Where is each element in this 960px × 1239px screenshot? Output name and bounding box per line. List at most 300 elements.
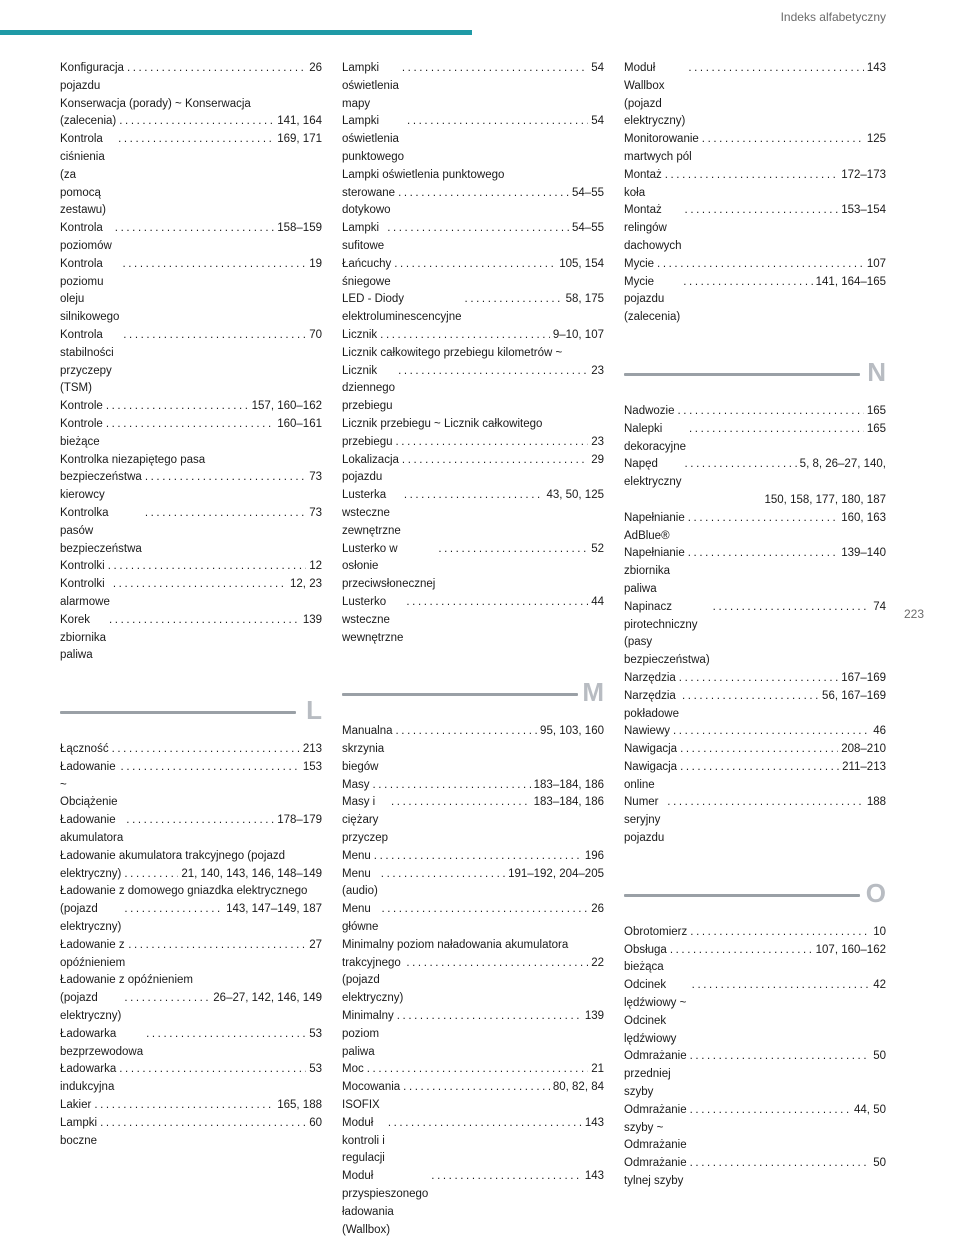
- entry-term: Mocowania ISOFIX: [342, 1081, 401, 1112]
- entry-term: Ładowanie akumulatora: [60, 814, 124, 845]
- entry-row: [342, 541, 604, 594]
- entry-row: [342, 1061, 604, 1079]
- entry-row: [342, 1008, 604, 1061]
- entry-row: [624, 274, 886, 327]
- entry-term: Obrotomierz: [624, 925, 688, 938]
- entry-term-continuation: Licznik dziennego przebiegu: [342, 364, 396, 413]
- section-header: [342, 677, 604, 723]
- entry-term: Nadwozie: [624, 404, 675, 417]
- entry-pages: 46: [873, 725, 886, 738]
- entry-pages: 211–213: [842, 760, 886, 773]
- entry-row: [624, 403, 886, 421]
- index-entry[interactable]: [624, 167, 886, 203]
- entry-row: [624, 599, 886, 670]
- index-entry[interactable]: [342, 487, 604, 540]
- entry-pages: 153: [302, 760, 322, 773]
- leader-dots: [118, 131, 274, 149]
- index-entry[interactable]: [624, 794, 886, 847]
- entry-pages: 165: [866, 404, 886, 417]
- index-entry[interactable]: [624, 670, 886, 688]
- entry-row: [60, 60, 322, 96]
- index-entry[interactable]: [624, 545, 886, 598]
- section-divider: [60, 711, 296, 714]
- entry-term: Lusterka wsteczne zewnętrzne: [342, 489, 401, 537]
- entry-pages: 43, 50, 125: [546, 489, 604, 502]
- entry-row: [342, 60, 604, 113]
- index-entry[interactable]: [60, 398, 322, 416]
- entry-pages: 80, 82, 84: [552, 1081, 604, 1094]
- index-entry[interactable]: [342, 327, 604, 345]
- leader-dots: [391, 794, 531, 812]
- index-entry[interactable]: [624, 942, 886, 978]
- entry-term: Manualna skrzynia biegów: [342, 725, 393, 773]
- entry-term: Menu główne: [342, 903, 379, 934]
- entry-row: [60, 131, 322, 220]
- entry-row: [342, 487, 604, 540]
- entry-term-continuation: bezpieczeństwa kierowcy: [60, 471, 142, 502]
- index-entry[interactable]: [60, 759, 322, 812]
- entry-term: Montaż koła: [624, 168, 662, 199]
- entry-row: [624, 167, 886, 203]
- entry-row: [624, 723, 886, 741]
- entry-term: Kontrolki: [60, 560, 105, 573]
- index-entry[interactable]: [624, 202, 886, 255]
- entry-pages: 70: [309, 328, 322, 341]
- leader-dots: [113, 576, 287, 594]
- index-entry[interactable]: [60, 883, 322, 936]
- leader-dots: [124, 901, 223, 919]
- entry-pages: 188: [866, 796, 886, 809]
- entry-pages: 196: [584, 849, 604, 862]
- index-entry[interactable]: [342, 256, 604, 292]
- index-column-1: [60, 60, 322, 1150]
- leader-dots: [127, 60, 306, 78]
- entry-row: [342, 901, 604, 937]
- entry-pages: 26–27, 142, 146, 149: [213, 992, 322, 1005]
- entry-row: [342, 777, 604, 795]
- leader-dots: [657, 256, 864, 274]
- entry-term: Menu: [342, 849, 371, 862]
- entry-pages: 125: [866, 133, 886, 146]
- entry-pages: 12, 23: [290, 578, 322, 591]
- entry-term: Narzędzia: [624, 671, 676, 684]
- leader-dots: [119, 1061, 306, 1079]
- leader-dots: [692, 977, 871, 995]
- entry-row: [60, 505, 322, 558]
- entry-pages: 178–179: [277, 814, 322, 827]
- index-entry[interactable]: [342, 866, 604, 902]
- leader-dots: [396, 434, 589, 452]
- index-entry[interactable]: [624, 688, 886, 724]
- entry-term: Ładowanie ~ Obciążenie: [60, 760, 118, 809]
- leader-dots: [404, 487, 544, 505]
- leader-dots: [683, 274, 812, 292]
- entry-term: Numer seryjny pojazdu: [624, 796, 665, 845]
- index-entry[interactable]: [60, 1061, 322, 1097]
- entry-row: [624, 794, 886, 847]
- entry-term: Licznik przebiegu ~ Licznik całkowitego: [342, 417, 543, 430]
- entry-pages-continuation: 150, 158, 177, 180, 187: [764, 493, 886, 506]
- page-header-title: Indeks alfabetyczny: [780, 10, 886, 24]
- entry-row: [342, 1168, 604, 1239]
- entry-term: Lampki oświetlenia mapy: [342, 62, 399, 110]
- index-entry[interactable]: [60, 741, 322, 759]
- entry-term: Napęd elektryczny: [624, 458, 682, 489]
- index-entry[interactable]: [624, 924, 886, 942]
- entry-term: Moc: [342, 1063, 364, 1076]
- leader-dots: [388, 1115, 582, 1133]
- entry-term: Odmrażanie przedniej szyby: [624, 1050, 687, 1099]
- entry-pages: 53: [309, 1027, 322, 1040]
- leader-dots: [372, 777, 530, 795]
- index-entry[interactable]: [624, 1155, 886, 1191]
- leader-dots: [398, 185, 569, 203]
- entry-pages: 56, 167–169: [822, 689, 886, 702]
- entry-row: [60, 558, 322, 576]
- entry-pages: 26: [309, 62, 322, 74]
- section-divider: [342, 693, 578, 696]
- entry-row: [342, 452, 604, 488]
- index-entry[interactable]: [60, 1026, 322, 1062]
- index-entry[interactable]: [624, 403, 886, 421]
- entry-row: [60, 866, 322, 884]
- entry-pages: 58, 175: [565, 293, 604, 306]
- entry-pages: 26: [591, 903, 604, 916]
- entry-row: [624, 759, 886, 795]
- leader-dots: [688, 510, 838, 528]
- entry-pages: 157, 160–162: [251, 400, 322, 413]
- entry-pages: 44, 50: [854, 1103, 886, 1116]
- entry-term: Nawiewy: [624, 725, 671, 738]
- page-number: 223: [903, 607, 924, 621]
- entry-pages: 172–173: [841, 168, 886, 181]
- entry-row: [342, 185, 604, 221]
- entry-pages: 54–55: [572, 186, 604, 199]
- entry-term: Ładowanie akumulatora trakcyjnego (pojazd: [60, 849, 286, 862]
- leader-dots: [123, 327, 306, 345]
- entry-term: Mycie pojazdu (zalecenia): [624, 275, 681, 324]
- index-entry[interactable]: [60, 505, 322, 558]
- leader-dots: [94, 1097, 274, 1115]
- entry-row: [60, 1026, 322, 1062]
- index-entry[interactable]: [624, 274, 886, 327]
- entry-term-continuation: (pojazd elektryczny): [60, 992, 122, 1023]
- index-entry[interactable]: [342, 60, 604, 113]
- entry-row: [624, 1048, 886, 1101]
- index-entry[interactable]: [342, 594, 604, 647]
- index-entry[interactable]: [60, 937, 322, 973]
- entry-pages: 183–184, 186: [533, 796, 604, 809]
- leader-dots: [109, 612, 300, 630]
- index-entry[interactable]: [624, 421, 886, 457]
- index-entry[interactable]: [342, 1079, 604, 1115]
- leader-dots: [394, 256, 556, 274]
- index-entry[interactable]: [342, 777, 604, 795]
- entry-pages: 139–140: [841, 547, 886, 560]
- leader-dots: [115, 220, 274, 238]
- index-entry[interactable]: [342, 794, 604, 847]
- leader-dots: [680, 759, 839, 777]
- leader-dots: [124, 866, 178, 884]
- entry-pages: 23: [591, 435, 604, 448]
- entry-row: [342, 256, 604, 292]
- leader-dots: [665, 167, 839, 185]
- entry-row: [624, 1155, 886, 1191]
- leader-dots: [690, 1155, 871, 1173]
- entry-term: Lampki sufitowe: [342, 222, 385, 252]
- index-entry[interactable]: [342, 452, 604, 488]
- leader-dots: [403, 1079, 550, 1097]
- leader-dots: [122, 256, 306, 274]
- section-header: [624, 356, 886, 403]
- entry-row: [342, 363, 604, 416]
- entry-row: [342, 866, 604, 902]
- entry-pages: 95, 103, 160: [540, 725, 604, 738]
- entry-term: Moduł kontroli i regulacji: [342, 1116, 385, 1165]
- leader-dots: [367, 1061, 588, 1079]
- entry-row: [60, 812, 322, 848]
- section-letter: L: [306, 695, 322, 726]
- entry-term: Odmrażanie szyby ~ Odmrażanie: [624, 1103, 687, 1152]
- index-entry[interactable]: [60, 1097, 322, 1115]
- index-entry[interactable]: [342, 937, 604, 1008]
- entry-term: Ładowanie z domowego gniazdka elektrycznego: [60, 885, 308, 898]
- entry-row: [60, 612, 322, 665]
- entry-pages: 44: [591, 595, 604, 608]
- index-entry[interactable]: [60, 220, 322, 256]
- entry-row: [60, 113, 322, 131]
- entry-row: [342, 1115, 604, 1168]
- entry-pages: 21: [591, 1063, 604, 1076]
- entry-pages: 165, 188: [277, 1099, 322, 1112]
- leader-dots: [685, 456, 797, 474]
- index-entry[interactable]: [342, 167, 604, 220]
- entry-row: [342, 327, 604, 345]
- index-entry[interactable]: [60, 96, 322, 132]
- entry-term: Lusterko wsteczne wewnętrzne: [342, 595, 404, 644]
- index-entry[interactable]: [60, 131, 322, 220]
- entry-term: Obsługa bieżąca: [624, 943, 667, 974]
- entry-row: [624, 60, 886, 131]
- entry-pages: 50: [873, 1050, 886, 1063]
- leader-dots: [398, 363, 588, 381]
- index-entry[interactable]: [342, 1061, 604, 1079]
- entry-row: [60, 256, 322, 327]
- index-entry[interactable]: [60, 60, 322, 96]
- entry-pages: 21, 140, 143, 146, 148–149: [181, 867, 322, 880]
- header-accent-bar: [0, 30, 472, 35]
- entry-term: Lusterko w osłonie przeciwsłonecznej: [342, 542, 436, 591]
- leader-dots: [145, 505, 306, 523]
- entry-pages: 60: [309, 1116, 322, 1129]
- entry-term: Kontrole: [60, 400, 103, 413]
- entry-row: [342, 291, 604, 327]
- index-entry[interactable]: [60, 452, 322, 505]
- entry-pages: 19: [309, 257, 322, 270]
- index-entry[interactable]: [624, 759, 886, 795]
- entry-term: Menu (audio): [342, 867, 378, 898]
- index-entry[interactable]: [624, 510, 886, 546]
- entry-term: Masy i ciężary przyczep: [342, 796, 389, 845]
- index-entry[interactable]: [624, 741, 886, 759]
- index-entry[interactable]: [624, 60, 886, 131]
- entry-term: Licznik całkowitego przebiegu kilometrów ~: [342, 346, 563, 359]
- leader-dots: [465, 291, 563, 309]
- index-entry[interactable]: [342, 541, 604, 594]
- index-entry[interactable]: [60, 612, 322, 665]
- leader-dots: [397, 1008, 582, 1026]
- leader-dots: [396, 723, 538, 741]
- index-entry[interactable]: [342, 723, 604, 776]
- entry-pages: 160, 163: [841, 511, 886, 524]
- leader-dots: [145, 469, 306, 487]
- index-entry[interactable]: [624, 1102, 886, 1155]
- entry-term: Nawigacja: [624, 743, 678, 756]
- section-letter: O: [865, 877, 886, 908]
- entry-row: [624, 256, 886, 274]
- entry-term: Montaż relingów dachowych: [624, 204, 682, 252]
- index-entry[interactable]: [60, 256, 322, 327]
- entry-term: Narzędzia pokładowe: [624, 689, 679, 720]
- index-entry[interactable]: [342, 113, 604, 166]
- leader-dots: [679, 670, 838, 688]
- entry-term: Licznik: [342, 328, 378, 341]
- leader-dots: [406, 594, 588, 612]
- index-entry[interactable]: [624, 1048, 886, 1101]
- index-entry[interactable]: [60, 576, 322, 612]
- index-entry[interactable]: [342, 848, 604, 866]
- index-entry[interactable]: [342, 1008, 604, 1061]
- entry-pages: 169, 171: [277, 133, 322, 146]
- entry-term: Kontrolka niezapiętego pasa: [60, 453, 206, 466]
- leader-dots: [406, 955, 588, 973]
- leader-dots: [690, 1102, 851, 1120]
- leader-dots: [670, 942, 813, 960]
- leader-dots: [682, 688, 819, 706]
- index-entry[interactable]: [342, 1168, 604, 1239]
- entry-pages: 107: [866, 257, 886, 270]
- index-entry[interactable]: [342, 901, 604, 937]
- entry-row: [60, 937, 322, 973]
- index-entry[interactable]: [60, 1115, 322, 1151]
- leader-dots: [689, 421, 864, 439]
- entry-term-continuation: elektryczny): [60, 867, 122, 880]
- entry-term: Ładowarka indukcyjna: [60, 1063, 117, 1094]
- leader-dots: [678, 403, 864, 421]
- leader-dots: [126, 812, 274, 830]
- entry-pages: 54–55: [572, 222, 604, 235]
- entry-pages: 143: [866, 62, 886, 74]
- index-entry[interactable]: [342, 416, 604, 452]
- index-entry[interactable]: [624, 599, 886, 670]
- leader-dots: [387, 220, 569, 238]
- entry-pages: 139: [302, 613, 322, 626]
- entry-row: [342, 594, 604, 647]
- entry-term-continuation: (zalecenia): [60, 115, 117, 128]
- entry-pages: 74: [873, 600, 886, 613]
- index-entry[interactable]: [60, 848, 322, 884]
- entry-term: Napinacz pirotechniczny (pasy bezpieczeństwa): [624, 600, 710, 667]
- leader-dots: [690, 1048, 871, 1066]
- leader-dots: [100, 1115, 306, 1133]
- leader-dots: [431, 1168, 582, 1186]
- index-column-3: [624, 60, 886, 1191]
- index-entry[interactable]: [342, 1115, 604, 1168]
- entry-term: Kontrolka pasów bezpieczeństwa: [60, 506, 142, 555]
- entry-term: Kontrola stabilności przyczepy (TSM): [60, 328, 114, 395]
- entry-pages: 73: [309, 471, 322, 484]
- entry-term: Moduł Wallbox (pojazd elektryczny): [624, 62, 686, 128]
- index-entry[interactable]: [60, 327, 322, 398]
- entry-pages: 29: [591, 453, 604, 466]
- index-entry[interactable]: [60, 972, 322, 1025]
- leader-dots: [112, 741, 300, 759]
- index-entry[interactable]: [342, 345, 604, 416]
- leader-dots: [106, 398, 249, 416]
- index-entry[interactable]: [624, 256, 886, 274]
- entry-pages: 54: [591, 115, 604, 128]
- section-header: [624, 877, 886, 924]
- entry-term: Kontrola poziomów: [60, 222, 112, 252]
- leader-dots: [124, 990, 210, 1008]
- entry-term: Konserwacja (porady) ~ Konserwacja: [60, 97, 251, 110]
- section-letter: M: [582, 677, 604, 708]
- entry-pages: 143: [584, 1116, 604, 1129]
- entry-term: Lokalizacja pojazdu: [342, 453, 399, 484]
- index-entry[interactable]: [60, 558, 322, 576]
- entry-row: [60, 1061, 322, 1097]
- entry-pages: 141, 164–165: [815, 275, 886, 288]
- entry-row: [342, 955, 604, 1008]
- entry-pages: 22: [591, 956, 604, 969]
- entry-term: Odcinek lędźwiowy ~ Odcinek lędźwiowy: [624, 979, 687, 1045]
- entry-pages: 213: [302, 743, 322, 756]
- index-entry[interactable]: [624, 456, 886, 509]
- section-divider: [624, 373, 860, 376]
- entry-term-continuation: (pojazd elektryczny): [60, 903, 122, 934]
- index-entry[interactable]: [60, 416, 322, 452]
- entry-row: [624, 456, 886, 492]
- entry-term-continuation: sterowane dotykowo: [342, 186, 396, 217]
- leader-dots: [702, 131, 864, 149]
- entry-term: Lampki boczne: [60, 1116, 98, 1147]
- entry-pages: 9–10, 107: [552, 328, 604, 341]
- entry-term: Łączność: [60, 743, 109, 756]
- section-divider: [624, 894, 860, 897]
- index-entry[interactable]: [342, 220, 604, 256]
- entry-term: Ładowanie z opóźnieniem: [60, 974, 193, 987]
- entry-pages: 107, 160–162: [815, 943, 886, 956]
- entry-pages: 153–154: [841, 204, 886, 217]
- entry-row: [60, 416, 322, 452]
- entry-term: Masy: [342, 778, 370, 791]
- entry-pages: 191–192, 204–205: [508, 867, 604, 880]
- index-entry[interactable]: [624, 977, 886, 1048]
- index-entry[interactable]: [624, 131, 886, 167]
- entry-row: [342, 723, 604, 776]
- entry-row: [624, 977, 886, 1048]
- index-entry[interactable]: [342, 291, 604, 327]
- entry-term: Kontrola poziomu oleju silnikowego: [60, 257, 120, 324]
- leader-dots: [106, 416, 274, 434]
- entry-row: [624, 670, 886, 688]
- entry-row: [624, 1102, 886, 1155]
- leader-dots: [381, 866, 505, 884]
- entry-pages: 27: [309, 938, 322, 951]
- index-entry[interactable]: [624, 723, 886, 741]
- index-entry[interactable]: [60, 812, 322, 848]
- leader-dots: [685, 202, 839, 220]
